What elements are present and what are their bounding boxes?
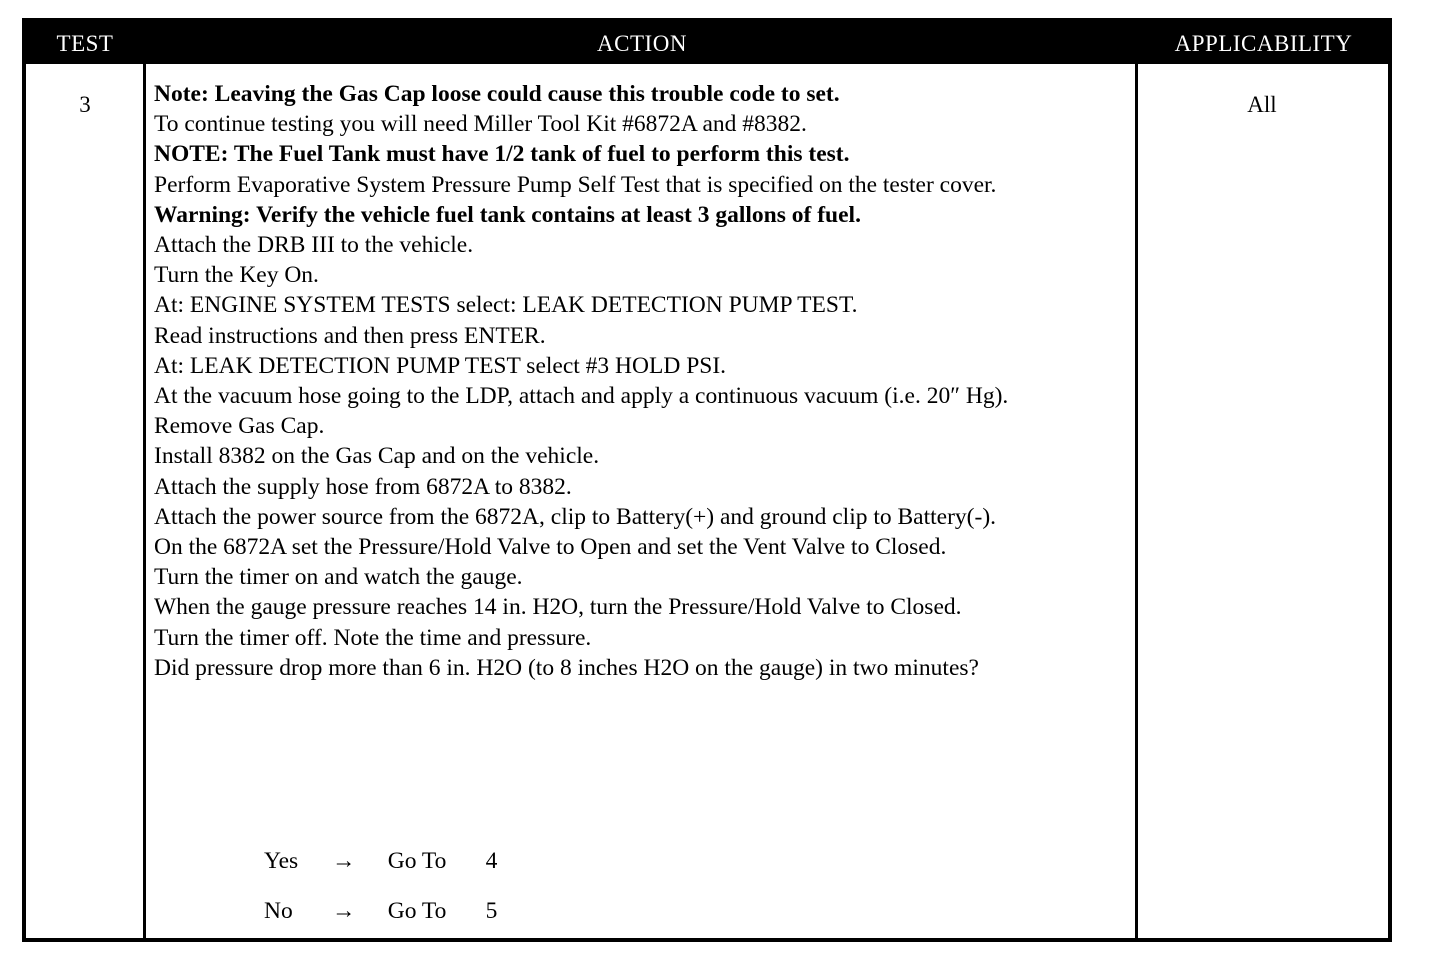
action-text bbox=[154, 79, 1129, 683]
header-applicability: APPLICABILITY bbox=[1174, 31, 1353, 56]
action-line: Remove Gas Cap. bbox=[154, 413, 325, 440]
branch-goto: Go To bbox=[387, 848, 447, 874]
action-line: Turn the timer on and watch the gauge. bbox=[154, 564, 523, 591]
action-line: Attach the DRB III to the vehicle. bbox=[154, 232, 474, 259]
column-divider-1 bbox=[143, 64, 146, 938]
action-line: Perform Evaporative System Pressure Pump Self Test that is specified on the tester cover. bbox=[154, 171, 997, 198]
action-line: On the 6872A set the Pressure/Hold Valve to Open and set the Vent Valve to Closed. bbox=[154, 534, 947, 561]
branch-answer: No bbox=[264, 898, 293, 924]
branch-goto: Go To bbox=[387, 898, 447, 924]
action-line: To continue testing you will need Miller Tool Kit #6872A and #8382. bbox=[154, 111, 807, 138]
action-line: Did pressure drop more than 6 in. H2O (to 8 inches H2O on the gauge) in two minutes? bbox=[154, 654, 979, 681]
action-line: Turn the timer off. Note the time and pressure. bbox=[154, 624, 592, 651]
action-line: Read instructions and then press ENTER. bbox=[154, 322, 546, 349]
action-line: Warning: Verify the vehicle fuel tank contains at least 3 gallons of fuel. bbox=[154, 201, 861, 228]
branch-yes bbox=[264, 848, 497, 875]
applicability-value: All bbox=[1247, 92, 1277, 117]
action-line: Turn the Key On. bbox=[154, 262, 319, 289]
branch-target: 5 bbox=[485, 898, 498, 924]
header-action: ACTION bbox=[597, 31, 687, 56]
arrow-right-icon: → bbox=[331, 848, 356, 874]
branch-target: 4 bbox=[485, 848, 498, 874]
action-line: NOTE: The Fuel Tank must have 1/2 tank of fuel to perform this test. bbox=[154, 141, 850, 168]
header-test: TEST bbox=[56, 31, 114, 56]
diagnostic-table bbox=[22, 18, 1392, 942]
action-line: Attach the supply hose from 6872A to 8382. bbox=[154, 473, 572, 500]
action-line: Install 8382 on the Gas Cap and on the vehicle. bbox=[154, 443, 600, 470]
action-line: Attach the power source from the 6872A, clip to Battery(+) and ground clip to Battery(-). bbox=[154, 503, 997, 530]
branch-answer: Yes bbox=[264, 848, 299, 874]
table-header bbox=[26, 22, 1388, 64]
action-line: Note: Leaving the Gas Cap loose could cause this trouble code to set. bbox=[154, 81, 840, 107]
arrow-right-icon: → bbox=[331, 898, 356, 924]
action-line: When the gauge pressure reaches 14 in. H2O, turn the Pressure/Hold Valve to Closed. bbox=[154, 594, 962, 621]
action-line: At: LEAK DETECTION PUMP TEST select #3 HOLD PSI. bbox=[154, 352, 727, 379]
action-line: At the vacuum hose going to the LDP, attach and apply a continuous vacuum (i.e. 20″ Hg). bbox=[154, 383, 1009, 410]
test-number: 3 bbox=[79, 92, 91, 117]
action-line: At: ENGINE SYSTEM TESTS select: LEAK DETECTION PUMP TEST. bbox=[154, 292, 858, 319]
branch-no bbox=[264, 898, 497, 925]
column-divider-2 bbox=[1135, 64, 1138, 938]
